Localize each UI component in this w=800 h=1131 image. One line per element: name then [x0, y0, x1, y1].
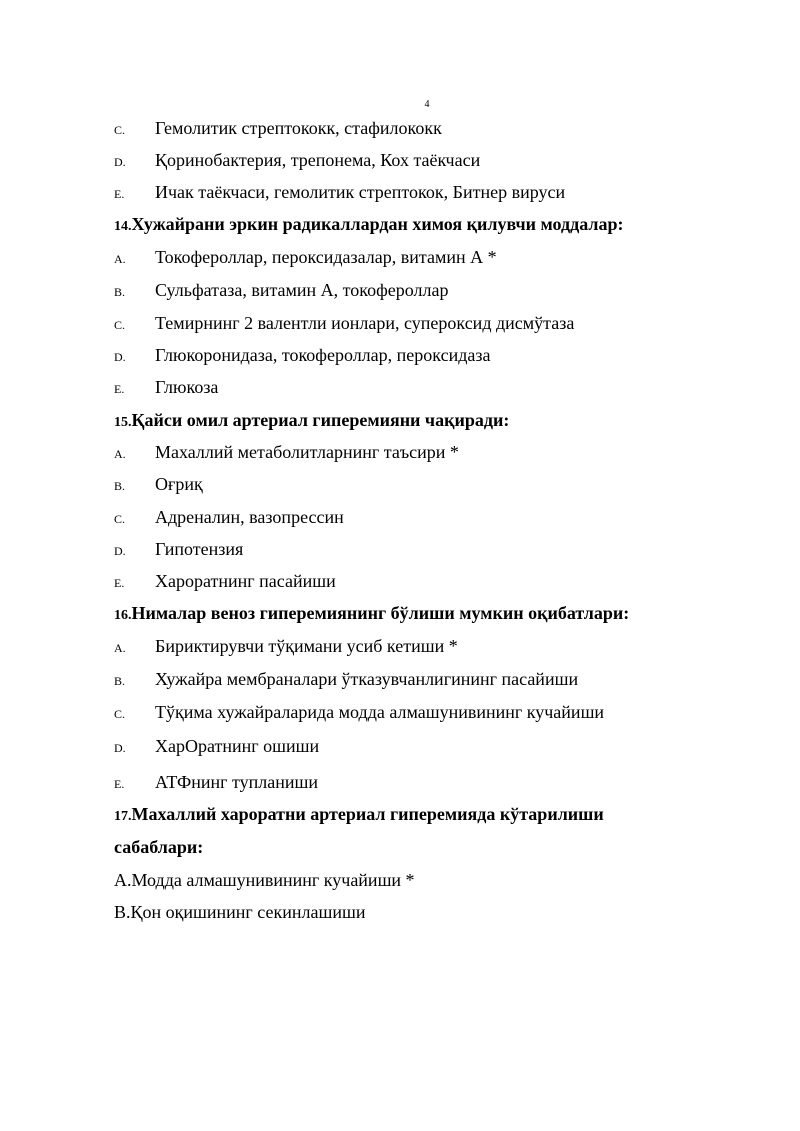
question-text: сабаблари:	[114, 837, 204, 857]
question-heading	[114, 602, 629, 627]
option-text: Ичак таёкчаси, гемолитик стрептокок, Битнер вируси	[155, 182, 566, 202]
option-letter: C.	[114, 512, 126, 526]
question-text: Нималар веноз гиперемиянинг бўлиши мумкин оқибатлари:	[131, 603, 630, 623]
question-number: 15.	[114, 415, 132, 430]
option-text: Темирнинг 2 валентли ионлари, супероксид дисмўтаза	[155, 313, 575, 333]
option-text: Токофероллар, пероксидазалар, витамин А *	[155, 247, 497, 267]
option-text: Глюкоза	[155, 377, 219, 397]
option-letter: E.	[114, 382, 125, 396]
option-letter: E.	[114, 777, 125, 791]
option-letter: D.	[114, 741, 126, 755]
option-letter: C.	[114, 123, 126, 137]
question-number: 16.	[114, 608, 132, 623]
option-text: Тўқима хужайраларида модда алмашунивининг кучайиши	[155, 702, 605, 722]
question-number: 14.	[114, 219, 132, 234]
option-text: Бириктирувчи тўқимани усиб кетиши *	[155, 636, 458, 656]
option-letter: A.	[114, 252, 126, 266]
option-text: Гипотензия	[155, 539, 244, 559]
option-text: АТФнинг тупланиши	[155, 772, 319, 792]
option-letter: C.	[114, 707, 126, 721]
option-text: Қоринобактерия, трепонема, Кох таёкчаси	[155, 150, 481, 170]
option-text: Қон оқишининг секинлашиши	[130, 902, 366, 922]
question-heading	[114, 803, 604, 828]
option-text: Адреналин, вазопрессин	[155, 507, 344, 527]
question-heading-continued	[114, 836, 203, 858]
option-letter: E.	[114, 576, 125, 590]
option-text: Оғриқ	[155, 474, 203, 494]
option-text: Глюкоронидаза, токофероллар, пероксидаза	[155, 345, 491, 365]
option-letter: D.	[114, 155, 126, 169]
option-letter: B.	[114, 479, 126, 493]
answer-option	[114, 869, 415, 891]
option-letter: C.	[114, 318, 126, 332]
question-text: Хужайрани эркин радикаллардан химоя қилувчи моддалар:	[131, 214, 624, 234]
option-letter: D.	[114, 544, 126, 558]
question-heading	[114, 409, 509, 434]
option-letter: E.	[114, 187, 125, 201]
question-text: Қайси омил артериал гиперемияни чақиради:	[131, 410, 510, 430]
option-text: Махаллий метаболитларнинг таъсири *	[155, 442, 459, 462]
option-text: Гемолитик стрептококк, стафилококк	[155, 118, 442, 138]
option-text: Хужайра мембраналари ўтказувчанлигининг пасайиши	[155, 669, 579, 689]
option-text: Хароратнинг пасайиши	[155, 571, 336, 591]
page-number: 4	[424, 99, 430, 110]
answer-option	[114, 901, 365, 923]
option-text: Модда алмашунивининг кучайиши *	[131, 870, 415, 890]
option-letter: B.	[114, 674, 126, 688]
option-letter: В.	[114, 902, 131, 922]
option-letter: D.	[114, 350, 126, 364]
option-letter: А.	[114, 870, 132, 890]
option-letter: B.	[114, 285, 126, 299]
question-number: 17.	[114, 809, 132, 824]
question-heading	[114, 213, 624, 238]
option-letter: A.	[114, 447, 126, 461]
option-letter: A.	[114, 641, 126, 655]
question-text: Махаллий хароратни артериал гиперемияда кўтарилиши	[131, 804, 604, 824]
option-text: Сульфатаза, витамин А, токофероллар	[155, 280, 449, 300]
option-text: ХарОратнинг ошиши	[155, 736, 320, 756]
